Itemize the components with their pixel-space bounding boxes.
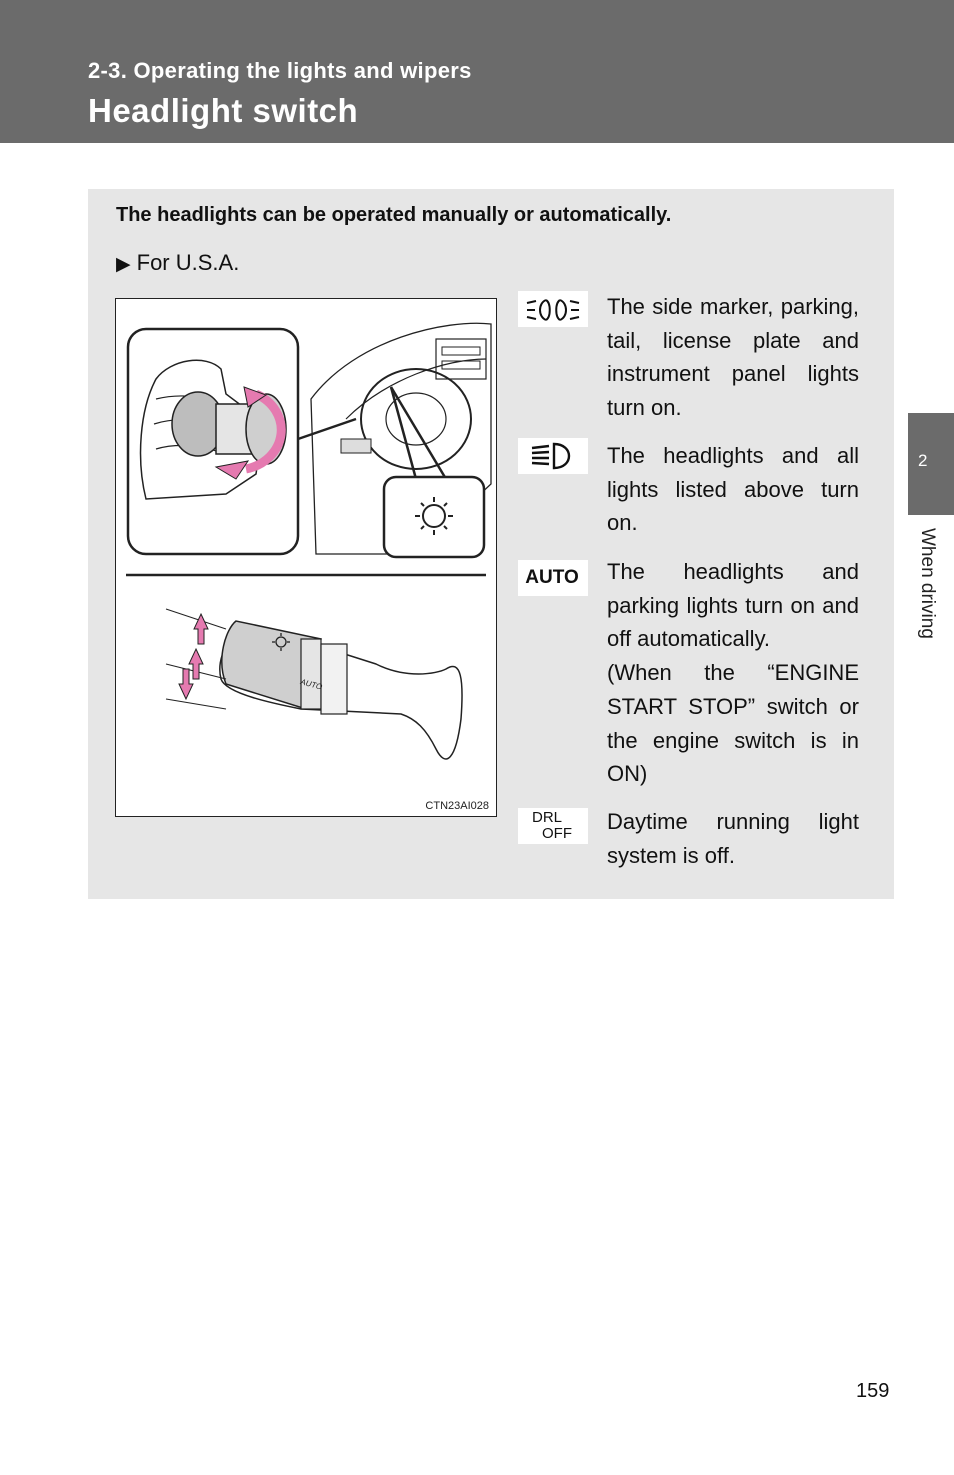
lever-illustration: [115, 298, 497, 817]
lever-illustration-drawing: [116, 299, 496, 816]
item-description-drl: Daytime running light system is off.: [607, 809, 859, 868]
drl-off-icon: [518, 808, 588, 844]
item-description-parking: The side marker, parking, tail, license plate and instrument panel lights turn on.: [607, 294, 859, 421]
drl-icon-text: DRL: [532, 809, 563, 826]
figure-code: CTN23AI028: [425, 800, 489, 812]
item-description-headlight: The headlights and all lights listed above turn on.: [607, 443, 859, 536]
chapter-label: When driving: [917, 528, 938, 639]
auto-description-note: (When the “ENGINE START STOP” switch or the engine switch is in ON): [607, 660, 859, 787]
page-number: 159: [856, 1380, 890, 1402]
auto-description-main: The headlights and parking lights turn on and off automatically.: [607, 559, 859, 652]
region-label: [116, 250, 239, 276]
auto-icon: [518, 560, 588, 596]
auto-icon-text: AUTO: [525, 567, 579, 588]
intro-text: The headlights can be operated manually or automatically.: [116, 204, 672, 226]
page-title: Headlight switch: [88, 92, 359, 129]
item-description-auto: [607, 555, 859, 791]
section-label: 2-3. Operating the lights and wipers: [88, 58, 472, 83]
off-icon-text: OFF: [542, 825, 572, 842]
page-header: [0, 0, 954, 143]
chapter-tab: [908, 413, 954, 515]
lever-auto-mark: AUTO: [299, 677, 324, 692]
region-text: For U.S.A.: [136, 250, 240, 275]
headlight-icon: [518, 438, 588, 474]
triangle-bullet-icon: ▶: [116, 254, 131, 275]
parking-lights-icon: [518, 291, 588, 327]
chapter-number: 2: [918, 451, 928, 470]
